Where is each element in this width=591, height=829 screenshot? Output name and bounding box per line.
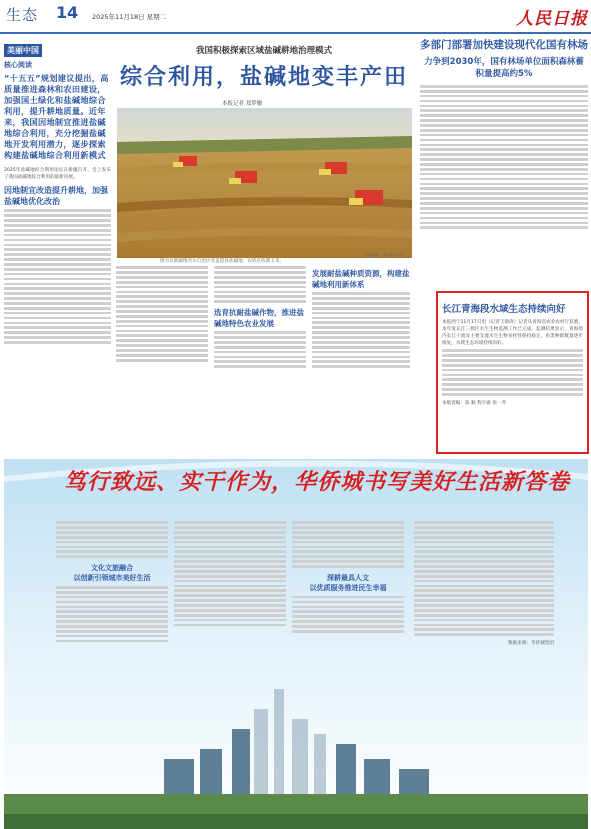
harvest-photo: [117, 108, 412, 258]
issue-date: 2025年11月18日 星期二: [92, 13, 167, 21]
boxed-article-body: 本报西宁11月17日电（记者王锦涛）记者从青海省农业农村厅获悉，本年度长江三源区水生生物监测工作已完成。监测结果显示，青海境内长江干流及主要支流水生生物多样性保持稳定，鱼类种群数量逐步恢复，水域生态环境持续向好。: [442, 320, 583, 346]
harvest-field-image: [117, 108, 412, 258]
banner-col-2: [174, 519, 286, 628]
left-body-text: [4, 209, 111, 343]
section-tag: 美丽中国: [4, 44, 42, 57]
left-column: [4, 38, 111, 409]
article-col-1: [116, 264, 208, 364]
section-name: 生态: [6, 6, 39, 24]
banner-col-3: [292, 519, 404, 635]
photo-caption: 图为在新疆维吾尔自治区麦盖提县盐碱地，农机在收割玉米。: [160, 259, 285, 264]
banner-footer: 数据来源：华侨城集团: [508, 641, 554, 646]
right-column: [420, 38, 588, 231]
core-reading-label: 核心阅读: [4, 61, 32, 69]
page-number: 14: [56, 3, 79, 22]
highlighted-article[interactable]: [436, 291, 589, 454]
article-headline: 综合利用，盐碱地变丰产田: [119, 65, 408, 90]
lead-paragraph: “十五五”规划建议提出，高质量推进森林和农田建设，加强国土绿化和盐碱地综合利用，提升耕地质量。近年来，我国因地制宜推进盐碱地综合利用，充分挖掘盐碱地开发利用潜力，逐步探索构建盐碱地综合利用新模式: [4, 73, 109, 160]
article-kicker: 我国积极探索区域盐碱耕地治理模式: [195, 46, 332, 56]
banner-subhead-a: 文化文旅融合 以创新引领城市美好生活: [73, 564, 151, 582]
right-article-body: [420, 85, 588, 229]
boxed-article-title: 长江青海段水域生态持续向好: [442, 304, 566, 315]
article-col-2: [214, 264, 306, 370]
page-header: [0, 0, 591, 34]
banner-col-4: [414, 519, 554, 646]
right-article-subtitle: 力争到2030年，国有林场单位面积森林蓄积量提高约5%: [424, 57, 584, 79]
newspaper-logo: 人民日报: [516, 9, 588, 29]
right-article-title: 多部门部署加快建设现代化国有林场: [420, 39, 588, 51]
right-subhead: 发展耐盐碱种质资源，构建盐碱地利用新体系: [312, 269, 410, 289]
banner-subhead-b: 深耕最具人文 以优质服务推进民生幸福: [309, 573, 387, 592]
feature-banner: [4, 459, 588, 829]
editors-line: 本版责编：陈 顺 程宇澈 张一乔: [442, 400, 507, 406]
banner-col-1: [56, 519, 168, 645]
mid-subhead: 选育抗耐盐碱作物，推进盐碱地特色农业发展: [214, 308, 304, 328]
banner-title: 笃行致远、实干作为，华侨城书写美好生活新答卷: [64, 470, 571, 495]
left-subhead: 因地制宜改造提升耕地，加强盐碱地优化改治: [4, 186, 108, 207]
article-byline: 本报记者 郑梦姗: [222, 101, 263, 107]
article-col-3: [312, 264, 410, 370]
photo-credit: 王颖摄（新华中国）: [365, 254, 407, 259]
main-article-head: [116, 36, 412, 91]
intro-paragraph: 2025年盐碱地综合利用论坛在新疆召开，会上发布了我国盐碱地综合利用的最新进展。: [4, 168, 111, 181]
